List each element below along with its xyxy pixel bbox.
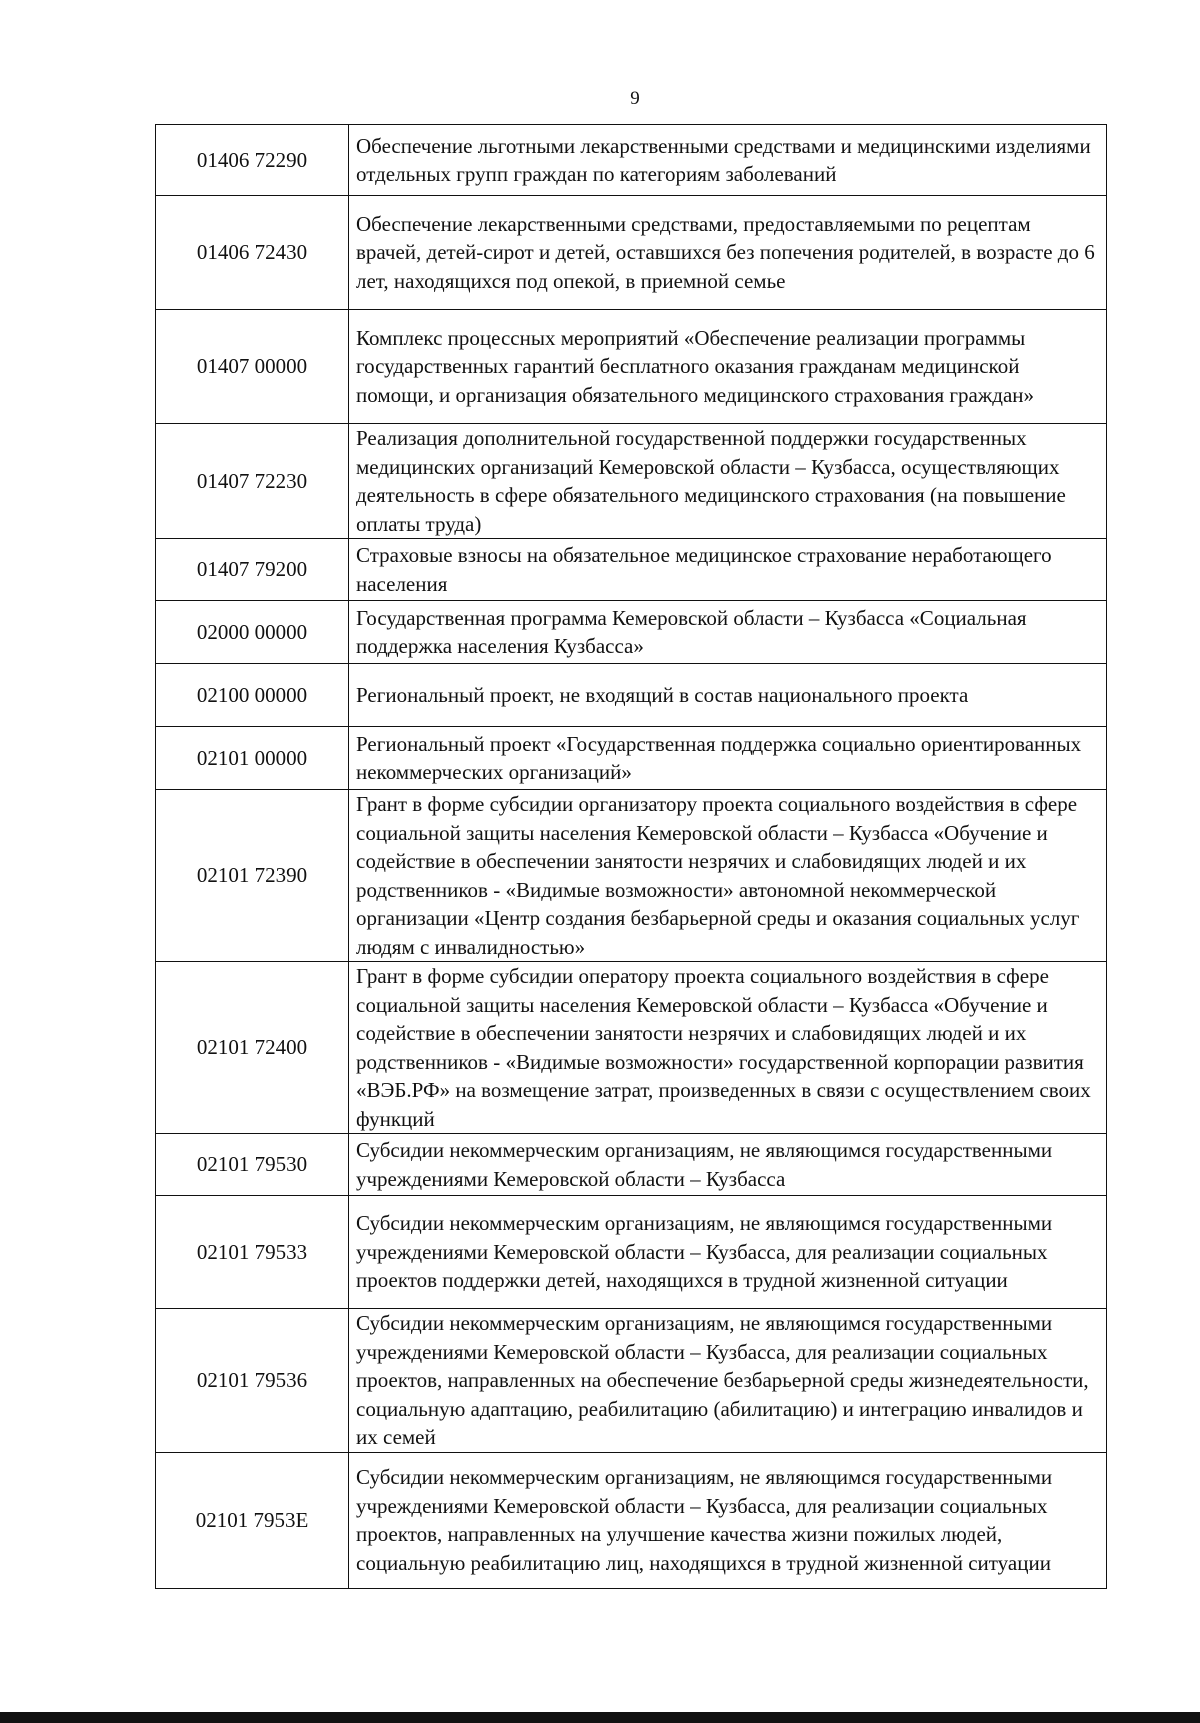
table-row <box>156 125 1107 196</box>
table-row <box>156 790 1107 962</box>
table-row <box>156 196 1107 310</box>
row-description: Обеспечение лекарственными средствами, предоставляемыми по рецептам врачей, детей-сирот и детей, оставшихся без попечения родителей, в возрасте до 6 лет, находящихся под опекой, в приемной семье <box>349 196 1107 310</box>
row-description: Страховые взносы на обязательное медицинское страхование неработающего населения <box>349 539 1107 601</box>
table-row <box>156 727 1107 790</box>
row-code: 01407 00000 <box>156 310 349 424</box>
budget-code-table <box>155 124 1107 1589</box>
row-code: 01407 79200 <box>156 539 349 601</box>
row-code: 01406 72290 <box>156 125 349 196</box>
row-description: Комплекс процессных мероприятий «Обеспечение реализации программы государственных гарантий бесплатного оказания гражданам медицинской помощи, и организация обязательного медицинского страхования граждан» <box>349 310 1107 424</box>
row-code: 02101 79536 <box>156 1309 349 1453</box>
table-row <box>156 424 1107 539</box>
table-row <box>156 1134 1107 1196</box>
budget-code-table-container <box>155 124 1107 1589</box>
row-description: Субсидии некоммерческим организациям, не являющимся государственными учреждениями Кемеровской области – Кузбасса, для реализации социальных проектов, направленных на обеспечение безбарьерной среды жизнедеятельности, социальную адаптацию, реабилитацию (абилитацию) и интеграцию инвалидов и их семей <box>349 1309 1107 1453</box>
row-code: 02101 00000 <box>156 727 349 790</box>
table-row <box>156 1196 1107 1309</box>
row-code: 01407 72230 <box>156 424 349 539</box>
row-description: Реализация дополнительной государственной поддержки государственных медицинских организаций Кемеровской области – Кузбасса, осуществляющих деятельность в сфере обязательного медицинского страхования (на повышение оплаты труда) <box>349 424 1107 539</box>
table-row <box>156 664 1107 727</box>
table-row <box>156 1452 1107 1588</box>
row-description: Субсидии некоммерческим организациям, не являющимся государственными учреждениями Кемеровской области – Кузбасса <box>349 1134 1107 1196</box>
row-code: 02101 72400 <box>156 962 349 1134</box>
row-description: Обеспечение льготными лекарственными средствами и медицинскими изделиями отдельных групп граждан по категориям заболеваний <box>349 125 1107 196</box>
table-row <box>156 539 1107 601</box>
table-row <box>156 310 1107 424</box>
page-number: 9 <box>630 88 640 109</box>
table-row <box>156 962 1107 1134</box>
row-description: Государственная программа Кемеровской области – Кузбасса «Социальная поддержка населения Кузбасса» <box>349 601 1107 664</box>
row-description: Субсидии некоммерческим организациям, не являющимся государственными учреждениями Кемеровской области – Кузбасса, для реализации социальных проектов поддержки детей, находящихся в трудной жизненной ситуации <box>349 1196 1107 1309</box>
table-row <box>156 1309 1107 1453</box>
scan-edge-bar <box>0 1712 1200 1723</box>
table-row <box>156 601 1107 664</box>
row-description: Региональный проект, не входящий в состав национального проекта <box>349 664 1107 727</box>
row-code: 02101 7953Е <box>156 1452 349 1588</box>
row-code: 01406 72430 <box>156 196 349 310</box>
row-code: 02101 79533 <box>156 1196 349 1309</box>
row-code: 02101 79530 <box>156 1134 349 1196</box>
row-code: 02000 00000 <box>156 601 349 664</box>
row-code: 02101 72390 <box>156 790 349 962</box>
row-description: Грант в форме субсидии организатору проекта социального воздействия в сфере социальной защиты населения Кемеровской области – Кузбасса «Обучение и содействие в обеспечении занятости незрячих и слабовидящих людей и их родственников - «Видимые возможности» автономной некоммерческой организации «Центр создания безбарьерной среды и оказания социальных услуг людям с инвалидностью» <box>349 790 1107 962</box>
row-description: Субсидии некоммерческим организациям, не являющимся государственными учреждениями Кемеровской области – Кузбасса, для реализации социальных проектов, направленных на улучшение качества жизни пожилых людей, социальную реабилитацию лиц, находящихся в трудной жизненной ситуации <box>349 1452 1107 1588</box>
row-description: Грант в форме субсидии оператору проекта социального воздействия в сфере социальной защиты населения Кемеровской области – Кузбасса «Обучение и содействие в обеспечении занятости незрячих и слабовидящих людей и их родственников - «Видимые возможности» государственной корпорации развития «ВЭБ.РФ» на возмещение затрат, произведенных в связи с осуществлением своих функций <box>349 962 1107 1134</box>
row-description: Региональный проект «Государственная поддержка социально ориентированных некоммерческих организаций» <box>349 727 1107 790</box>
row-code: 02100 00000 <box>156 664 349 727</box>
